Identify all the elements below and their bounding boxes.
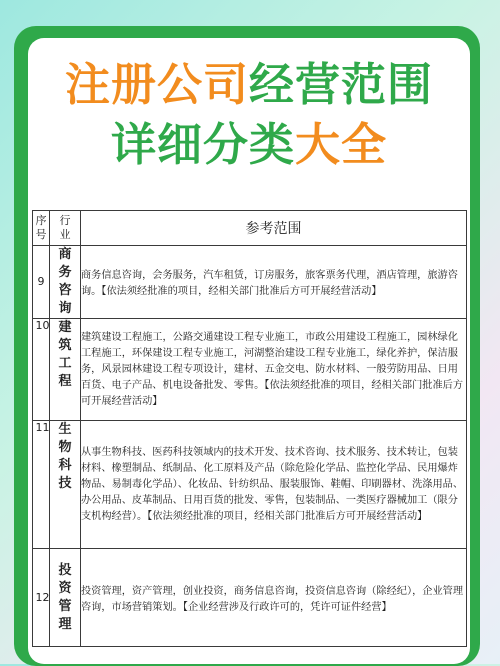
table-row [33,549,467,647]
table-row [33,246,467,319]
title-green-part-2: 详细分类 [110,118,295,171]
table-row [33,319,467,421]
header-scope: 参考范围 [81,211,467,246]
title-orange-part-2: 大全 [295,118,388,171]
row-category: 建筑工程 [50,319,81,421]
title-orange-part: 注册公司 [64,58,249,111]
row-category: 生物科技 [50,421,81,549]
row-num: 12 [33,549,50,647]
table-row [33,421,467,549]
row-scope: 从事生物科技、医药科技领域内的技术开发、技术咨询、技术服务、技术转让，包装材料、橡塑制品、纸制品、化工原料及产品（除危险化学品、监控化学品、民用爆炸物品、易制毒化学品）、化妆品、针纺织品、服装服饰、鞋帽、印刷器材、洗涤用品、办公用品、皮革制品、日用百货的批发、零售，包装制品、一类医疗器械加工（限分支机构经营）。【依法须经批准的项目，经相关部门批准后方可开展经营活动】 [81,421,467,549]
title-line-1 [28,58,470,112]
table-header-row [33,211,467,246]
content-card [28,38,470,664]
header-num: 序号 [33,211,50,246]
title-line-2 [28,118,470,172]
row-num: 9 [33,246,50,319]
row-scope: 商务信息咨询，会务服务，汽车租赁，订房服务，旅客票务代理，酒店管理，旅游咨询。【依法须经批准的项目，经相关部门批准后方可开展经营活动】 [81,246,467,319]
header-category: 行业 [50,211,81,246]
row-num: 11 [33,421,50,549]
row-scope: 投资管理，资产管理，创业投资，商务信息咨询，投资信息咨询（除经纪），企业管理咨询，市场营销策划。【企业经营涉及行政许可的，凭许可证件经营】 [81,549,467,647]
row-scope: 建筑建设工程施工，公路交通建设工程专业施工，市政公用建设工程施工，园林绿化工程施工，环保建设工程专业施工，河湖整治建设工程专业施工，绿化养护，保洁服务，风景园林建设工程专项设计，建材、五金交电、防水材料、一般劳防用品、日用百货、电子产品、机电设备批发、零售。【依法须经批准的项目，经相关部门批准后方可开展经营活动】 [81,319,467,421]
title-green-part: 经营范围 [249,58,434,111]
row-num: 10 [33,319,50,421]
row-category: 商务咨询 [50,246,81,319]
business-scope-table [32,210,467,647]
row-category: 投资管理 [50,549,81,647]
